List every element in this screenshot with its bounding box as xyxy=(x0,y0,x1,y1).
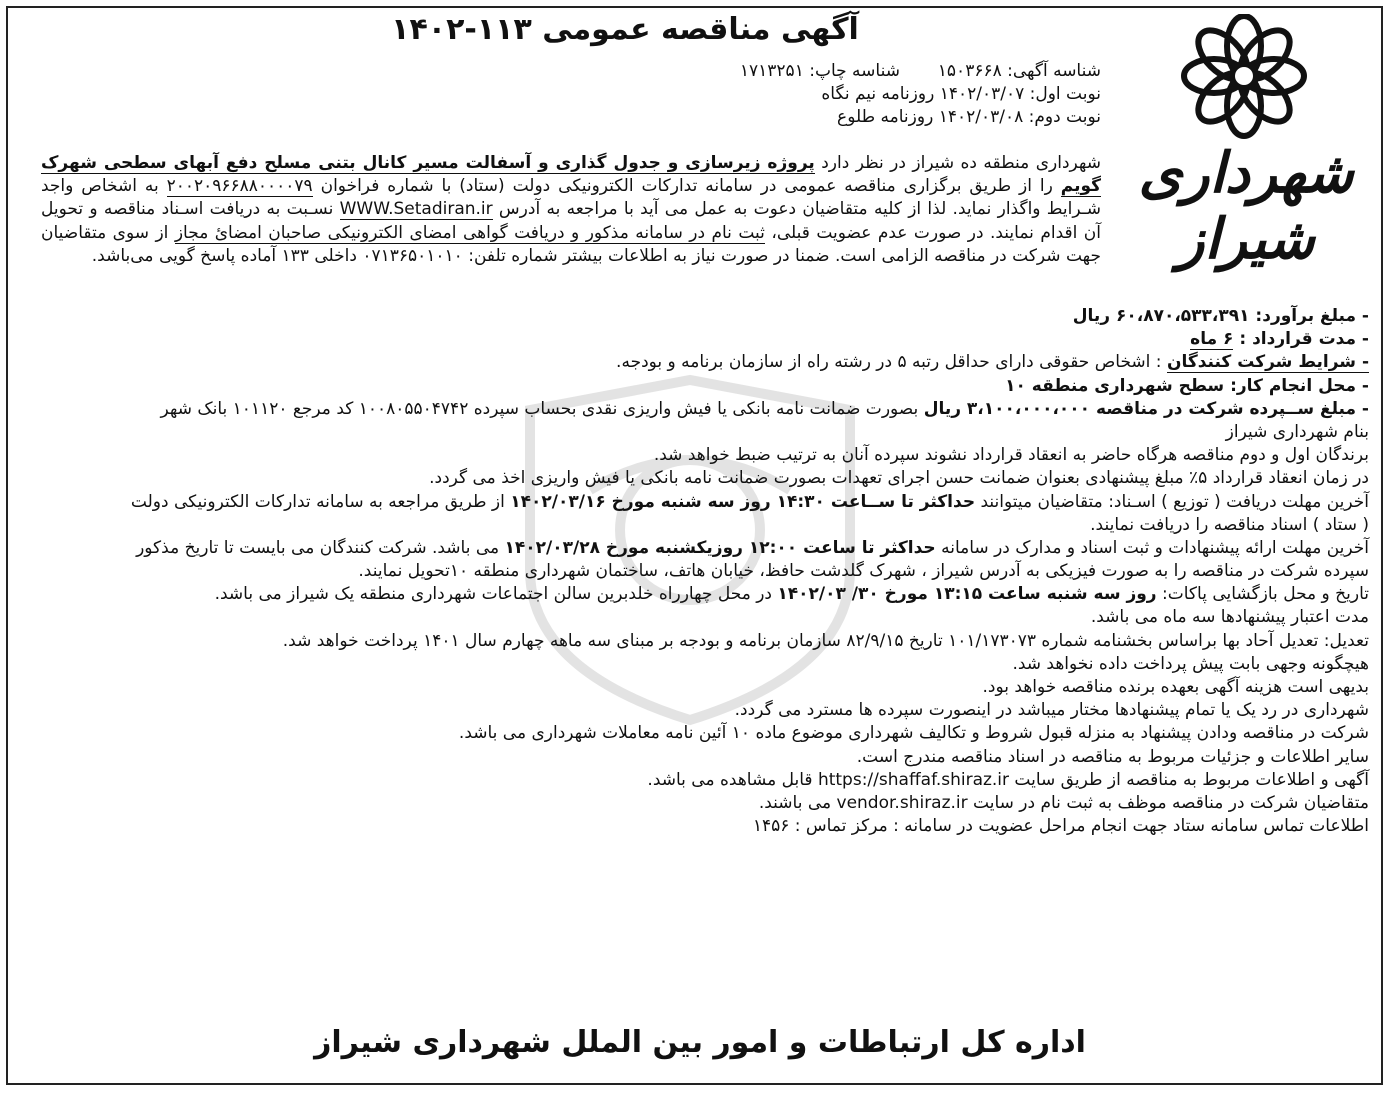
ids-line xyxy=(101,60,1101,83)
ad-title: آگهی مناقصه عمومی ۱۱۳-۱۴۰۲ xyxy=(391,12,859,47)
signature-requirement: ثبت نام در سامانه مذکور و دریافت گواهی امضای الکترونیکی صاحبان امضائ مجاز xyxy=(174,222,765,243)
receive-text-b: از طریق مراجعه به سامانه تدارکات الکترونیکی دولت xyxy=(130,491,511,512)
prepayment-note: هیچگونه وجهی بابت پیش پرداخت داده نخواهد شد. xyxy=(1012,653,1369,674)
setadiran-link[interactable]: WWW.Setadiran.ir xyxy=(339,199,493,220)
intro-text-a: شهرداری منطقه ده شیراز در نظر دارد xyxy=(814,153,1101,173)
intro-text-c: به اشخاص واجد شـرایط واگذار نماید. لذا از کلیه متقاضیان دعوت به عمل می آید با مراجعه به آدرس xyxy=(41,176,1101,220)
site-text-b: قابل مشاهده می باشد. xyxy=(647,769,818,790)
site-text-a: آگهی و اطلاعات مربوط به مناقصه از طریق سایت xyxy=(1009,769,1369,790)
vendor-text-a: متقاضیان شرکت در مناقصه موظف به ثبت نام در سایت xyxy=(967,792,1369,813)
contact-info: اطلاعات تماس سامانه ستاد جهت انجام مراحل عضویت در سامانه : مرکز تماس : ۱۴۵۶ xyxy=(752,816,1369,837)
duration-label: - مدت قرارداد : xyxy=(1233,329,1369,350)
deposit-line2: بنام شهرداری شیراز xyxy=(1225,421,1369,442)
intro-text-d: نسـبت به دریافت اسـناد مناقصه و تحویل آن اقدام نمایند. در صورت عدم عضویت قبلی، xyxy=(41,199,1101,243)
deposit-amount: - مبلغ ســپرده شرکت در مناقصه ۳،۱۰۰،۰۰۰،۰۰۰ ریال xyxy=(923,398,1369,419)
project-title: پروژه زیرسازی و جدول گذاری و آسفالت مسیر کانال بتنی مسلح دفع آبهای سطحی شهرک گویم xyxy=(41,153,1101,197)
receive-deadline: حداکثر تا ســاعت ۱۴:۳۰ روز سه شنبه مورخ ۱۴۰۲/۰۳/۱۶ xyxy=(510,491,976,512)
work-location: - محل انجام کار: سطح شهرداری منطقه ۱۰ xyxy=(1005,375,1369,396)
tender-number: ۲۰۰۲۰۹۶۶۸۸۰۰۰۰۷۹ xyxy=(166,176,313,197)
receive-text-a: آخرین مهلت دریافت ( توزیع ) اسـناد: متقاضیان میتوانند xyxy=(975,491,1369,512)
ad-footer-signature: اداره کل ارتباطات و امور بین الملل شهرداری شیراز xyxy=(314,1025,1086,1060)
ad-identifiers xyxy=(101,60,1101,130)
vendor-text-b: می باشند. xyxy=(758,792,837,813)
guarantee-note: در زمان انعقاد قرارداد ۵٪ مبلغ پیشنهادی بعنوان ضمانت حسن اجرای تعهدات بصورت ضمانت نامه بانکی یا فیش واریزی اخذ می گردد. xyxy=(429,468,1369,489)
validity-note: مدت اعتبار پیشنهادها سه ماه می باشد. xyxy=(1090,607,1369,628)
winners-note: برندگان اول و دوم مناقصه هرگاه حاضر به انعقاد قرارداد نشوند سپرده آنان به ترتیب ضبط خواهد شد. xyxy=(653,445,1369,466)
intro-paragraph xyxy=(41,152,1101,268)
submit-deadline: حداکثر تا ساعت ۱۲:۰۰ روزیکشنبه مورخ ۱۴۰۲/۰۳/۲۸ xyxy=(504,537,936,558)
submit-text-a: آخرین مهلت ارائه پیشنهادات و ثبت اسناد و مدارک در سامانه xyxy=(935,537,1369,558)
conditions-value: : اشخاص حقوقی دارای حداقل رتبه ۵ در رشته راه از سازمان برنامه و بودجه. xyxy=(616,352,1167,373)
opening-date: روز سه شنبه ساعت ۱۳:۱۵ مورخ ۳۰/ ۱۴۰۲/۰۳ xyxy=(777,584,1157,605)
adjustment-note: تعدیل: تعدیل آحاد بها براساس بخشنامه شماره ۱۰۱/۱۷۳۰۷۳ تاریخ ۸۲/۹/۱۵ سازمان برنامه و بودجه بر مبنای سه ماهه چهارم سال ۱۴۰۱ پرداخت خواهد شد. xyxy=(282,630,1369,651)
ad-id: شناسه آگهی: ۱۵۰۳۶۶۸ xyxy=(937,61,1101,81)
second-round: نوبت دوم: ۱۴۰۲/۰۳/۰۸ روزنامه طلوع xyxy=(837,107,1101,128)
duration-value: ۶ ماه xyxy=(1190,329,1234,350)
print-id: شناسه چاپ: ۱۷۱۳۲۵۱ xyxy=(739,61,900,81)
logo-wordmark: شهرداری شیراز xyxy=(1138,140,1354,272)
acceptance-note: شرکت در مناقصه ودادن پیشنهاد به منزله قبول شروط و تکالیف شهرداری موضوع ماده ۱۰ آئین نامه معاملات شهرداری می باشد. xyxy=(458,723,1369,744)
other-info-note: سایر اطلاعات و جزئیات مربوط به مناقصه در اسناد مناقصه مندرج است. xyxy=(856,746,1369,767)
opening-text-a: تاریخ و محل بازگشایی پاکات: xyxy=(1156,584,1369,605)
conditions-label: - شرایط شرکت کنندگان xyxy=(1166,352,1369,373)
shaffaf-link[interactable]: https://shaffaf.shiraz.ir xyxy=(817,769,1010,790)
rejection-note: شهرداری در رد یک یا تمام پیشنهادها مختار میباشد در اینصورت سپرده ها مسترد می گردد. xyxy=(734,700,1369,721)
receive-line2: ( ستاد ) اسناد مناقصه را دریافت نمایند. xyxy=(1090,514,1369,535)
submit-line2: سپرده شرکت در مناقصه را به صورت فیزیکی به آدرس شیراز ، شهرک گلدشت حافظ، خیابان هاتف، ساختمان شهرداری منطقه ۱۰تحویل نمایند. xyxy=(358,561,1369,582)
intro-text-b: را از طریق برگزاری مناقصه عمومی در سامانه تدارکات الکترونیکی دولت (ستاد) با شماره فراخوان xyxy=(312,176,1061,197)
intro-text-e: از سوی متقاضیان جهت شرکت در مناقصه الزامی است. ضمنا در صورت نیاز به اطلاعات بیشتر شماره تلفن: ۰۷۱۳۶۵۰۱۰۱۰ داخلی ۱۳۳ آماده پاسخ گویی می‌باشد. xyxy=(41,222,1101,266)
opening-text-b: در محل چهارراه خلدبرین سالن اجتماعات شهرداری منطقه یک شیراز می باشد. xyxy=(214,584,778,605)
ad-body xyxy=(19,291,1369,838)
submit-text-b: می باشد. شرکت کنندگان می بایست تا تاریخ مذکور xyxy=(136,537,505,558)
vendor-link[interactable]: vendor.shiraz.ir xyxy=(836,792,968,813)
ad-cost-note: بدیهی است هزینه آگهی بعهده برنده مناقصه خواهد بود. xyxy=(982,677,1369,697)
estimate: - مبلغ برآورد: ۶۰،۸۷۰،۵۳۳،۳۹۱ ریال xyxy=(1072,306,1369,326)
deposit-details: بصورت ضمانت نامه بانکی یا فیش واریزی نقدی بحساب سپرده ۱۰۰۸۰۵۵۰۴۷۴۲ کد مرجع ۱۰۱۱۲۰ بانک شهر xyxy=(160,398,924,419)
first-round: نوبت اول: ۱۴۰۲/۰۳/۰۷ روزنامه نیم نگاه xyxy=(821,84,1101,105)
